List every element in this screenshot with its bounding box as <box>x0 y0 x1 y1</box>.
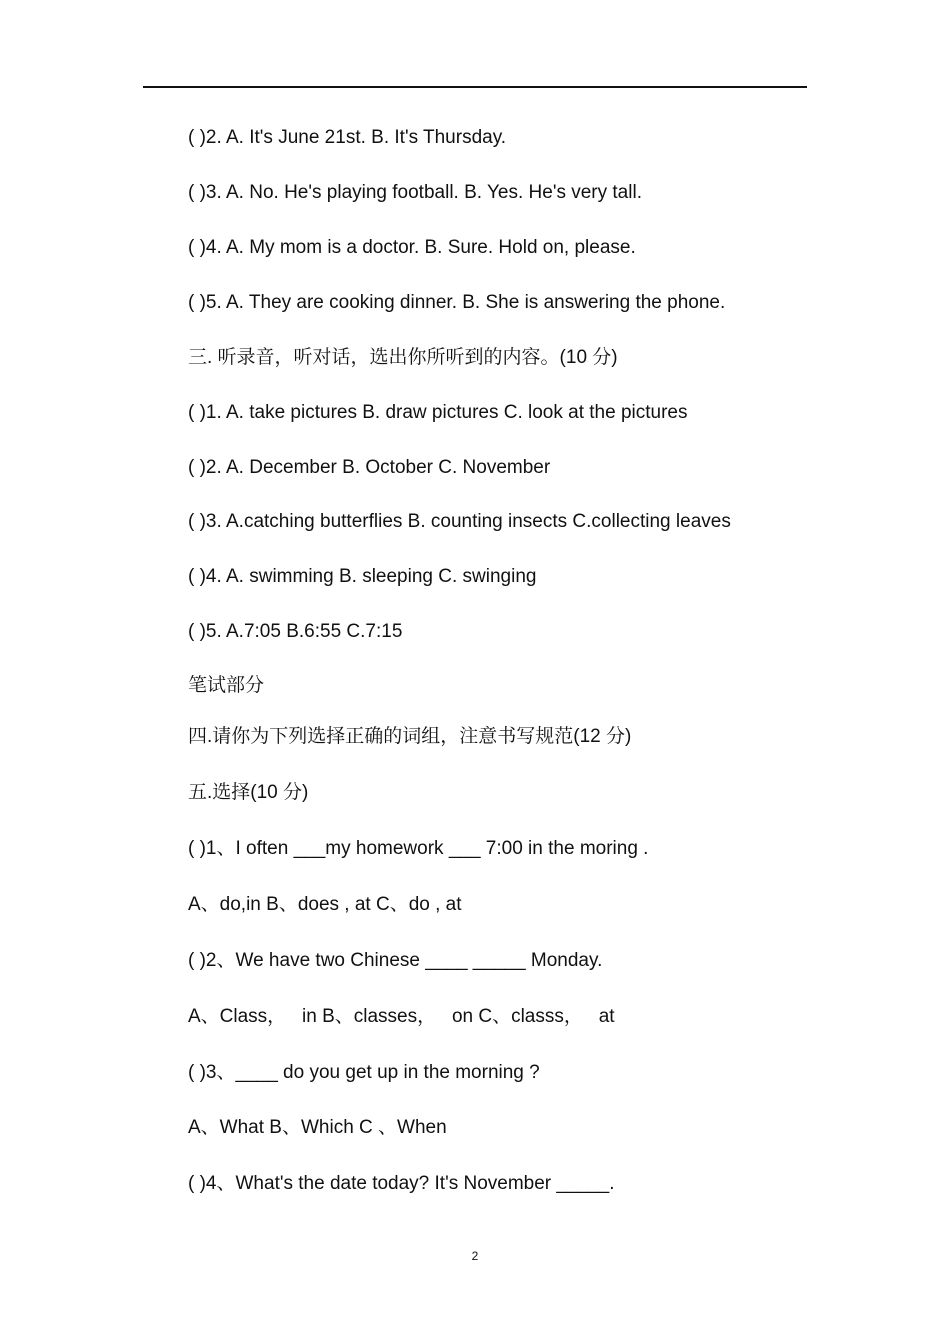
section-five-heading: 五.选择(10 分) <box>188 782 309 803</box>
listening-question-4: ( )4. A. My mom is a doctor. B. Sure. Hold on, please. <box>188 237 636 258</box>
written-part-heading: 笔试部分 <box>188 675 265 696</box>
choice-question-3: ( )3、____ do you get up in the morning ? <box>188 1062 540 1083</box>
choice-question-2: ( )2、We have two Chinese ____ _____ Monday. <box>188 950 603 971</box>
listening-question-2: ( )2. A. It's June 21st. B. It's Thursday. <box>188 127 507 148</box>
choice-options-1: A、do,in B、does , at C、do , at <box>188 894 462 915</box>
choice-options-2: A、Class， in B、classes， on C、classs， at <box>188 1006 615 1027</box>
dialogue-question-1: ( )1. A. take pictures B. draw pictures C. look at the pictures <box>188 402 688 423</box>
dialogue-question-4: ( )4. A. swimming B. sleeping C. swinging <box>188 566 537 587</box>
page-number: 2 <box>471 1249 479 1263</box>
section-four-heading: 四.请你为下列选择正确的词组，注意书写规范(12 分) <box>188 726 632 747</box>
dialogue-question-5: ( )5. A.7:05 B.6:55 C.7:15 <box>188 621 403 642</box>
listening-question-5: ( )5. A. They are cooking dinner. B. She is answering the phone. <box>188 292 726 313</box>
choice-options-3: A、What B、Which C 、When <box>188 1117 447 1138</box>
choice-question-1: ( )1、I often ___my homework ___ 7:00 in the moring . <box>188 838 649 859</box>
choice-question-4: ( )4、What's the date today? It's November _____. <box>188 1173 615 1194</box>
section-three-heading: 三. 听录音，听对话，选出你所听到的内容。(10 分) <box>188 347 618 368</box>
listening-question-3: ( )3. A. No. He's playing football. B. Yes. He's very tall. <box>188 182 642 203</box>
dialogue-question-2: ( )2. A. December B. October C. November <box>188 457 551 478</box>
dialogue-question-3: ( )3. A.catching butterflies B. counting insects C.collecting leaves <box>188 511 731 532</box>
header-rule <box>143 86 807 88</box>
